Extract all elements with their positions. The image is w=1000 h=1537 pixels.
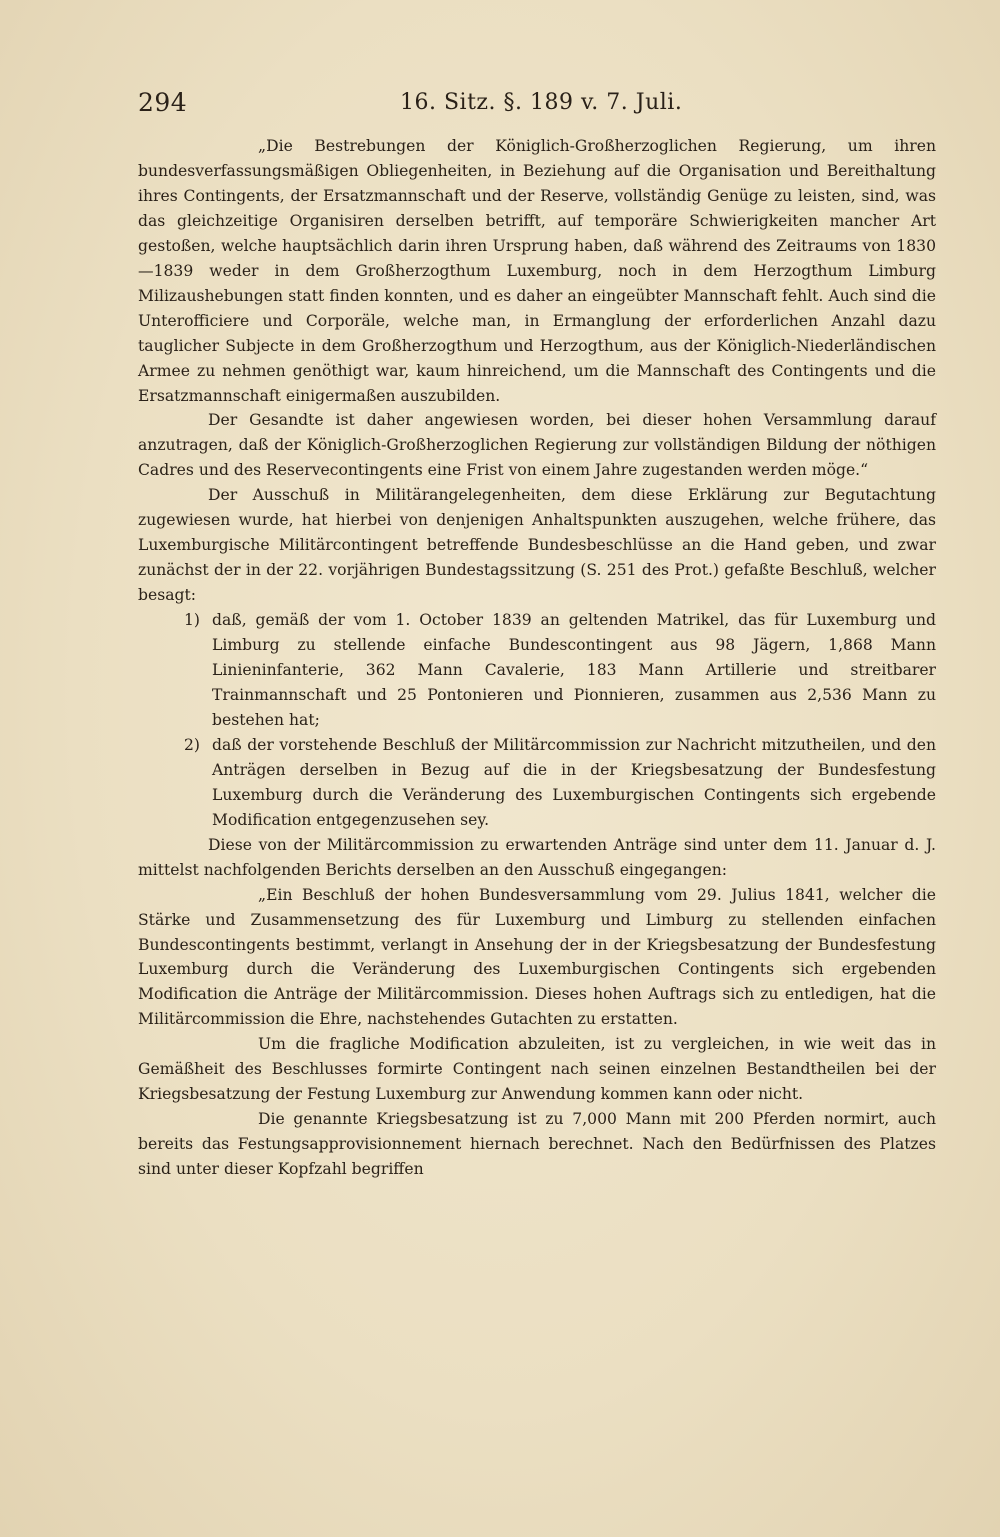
- body-text: [138, 134, 936, 1182]
- paragraph: „Die Bestrebungen der Königlich-Großherzoglichen Regierung, um ihren bundesverfassungsmäßigen Obliegenheiten, in Beziehung auf die Organisation und Bereithaltung ihres Contingents, der Ersatzmannschaft und der Reserve, vollständig Genüge zu leisten, sind, was das gleichzeitige Organisiren derselben betrifft, auf temporäre Schwierigkeiten mancher Art gestoßen, welche hauptsächlich darin ihren Ursprung haben, daß während des Zeitraums von 1830—1839 weder in dem Großherzogthum Luxemburg, noch in dem Herzogthum Limburg Milizaushebungen statt finden konnten, und es daher an eingeübter Mannschaft fehlt. Auch sind die Unterofficiere und Corporäle, welche man, in Ermanglung der erforderlichen Anzahl dazu tauglicher Subjecte in dem Großherzogthum und Herzogthum, aus der Königlich-Niederländischen Armee zu nehmen genöthigt war, kaum hinreichend, um die Mannschaft des Contingents und die Ersatzmannschaft einigermaßen auszubilden.: [138, 137, 936, 405]
- list-item: [138, 608, 936, 733]
- running-title: 16. Sitz. §. 189 v. 7. Juli.: [400, 90, 683, 115]
- paragraph: Der Gesandte ist daher angewiesen worden, bei dieser hohen Versammlung darauf anzutragen, daß der Königlich-Großherzoglichen Regierung zur vollständigen Bildung der nöthigen Cadres und des Reservecontingents eine Frist von einem Jahre zugestanden werden möge.“: [138, 411, 936, 480]
- paragraph: Der Ausschuß in Militärangelegenheiten, dem diese Erklärung zur Begutachtung zugewiesen wurde, hat hierbei von denjenigen Anhaltspunkten auszugehen, welche frühere, das Luxemburgische Militärcontingent betreffende Bundesbeschlüsse an die Hand geben, und zwar zunächst der in der 22. vorjährigen Bundestagssitzung (S. 251 des Prot.) gefaßte Beschluß, welcher besagt:: [138, 486, 936, 605]
- paragraph: Diese von der Militärcommission zu erwartenden Anträge sind unter dem 11. Januar d. J. mittelst nachfolgenden Berichts derselben an den Ausschuß eingegangen:: [138, 835, 936, 879]
- list-item-text: daß, gemäß der vom 1. October 1839 an geltenden Matrikel, das für Luxemburg und Limburg zu stellende einfache Bundescontingent aus 98 Jägern, 1,868 Mann Linieninfanterie, 362 Mann Cavalerie, 183 Mann Artillerie und streitbarer Trainmannschaft und 25 Pontonieren und Pionnieren, zusammen aus 2,536 Mann zu bestehen hat;: [212, 611, 936, 729]
- page-header: [138, 88, 938, 124]
- list-item-text: daß der vorstehende Beschluß der Militärcommission zur Nachricht mitzutheilen, und den Anträgen derselben in Bezug auf die in der Kriegsbesatzung der Bundesfestung Luxemburg durch die Veränderung des Luxemburgischen Contingents sich ergebende Modification entgegenzusehen sey.: [212, 735, 936, 829]
- list-number: 2): [184, 735, 201, 754]
- paragraph: „Ein Beschluß der hohen Bundesversammlung vom 29. Julius 1841, welcher die Stärke und Zusammensetzung des für Luxemburg und Limburg zu stellenden einfachen Bundescontingents bestimmt, verlangt in Ansehung der in der Kriegsbesatzung der Bundesfestung Luxemburg durch die Veränderung des Luxemburgischen Contingents sich ergebenden Modification die Anträge der Militärcommission. Dieses hohen Auftrags sich zu entledigen, hat die Militärcommission die Ehre, nachstehendes Gutachten zu erstatten.: [138, 885, 936, 1029]
- list-number: 1): [184, 611, 201, 630]
- list-item: [138, 733, 936, 833]
- paragraph: Um die fragliche Modification abzuleiten, ist zu vergleichen, in wie weit das in Gemäßheit des Beschlusses formirte Contingent nach seinen einzelnen Bestandtheilen bei der Kriegsbesatzung der Festung Luxemburg zur Anwendung kommen kann oder nicht.: [138, 1035, 936, 1104]
- page-number: 294: [138, 88, 188, 117]
- paragraph: Die genannte Kriegsbesatzung ist zu 7,000 Mann mit 200 Pferden normirt, auch bereits das Festungsapprovisionnement hiernach berechnet. Nach den Bedürfnissen des Platzes sind unter dieser Kopfzahl begriffen: [138, 1110, 936, 1179]
